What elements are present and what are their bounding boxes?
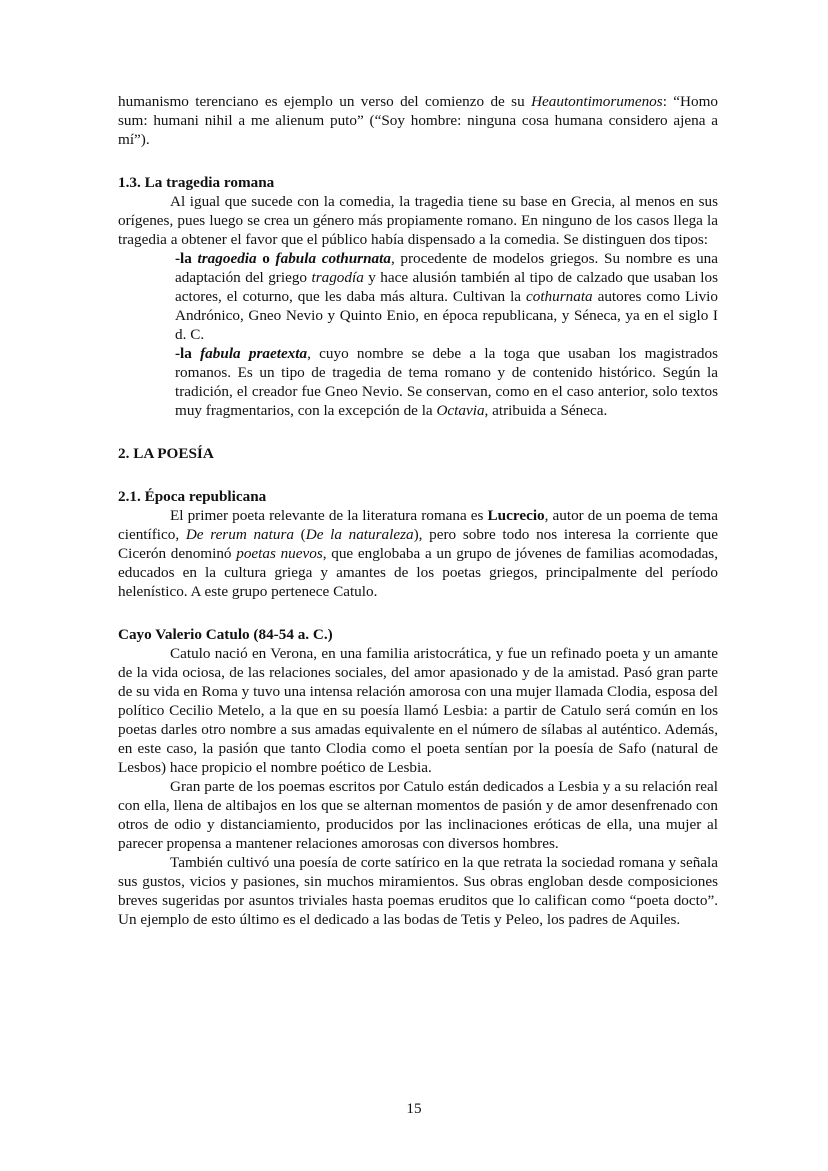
subsection-heading-republicana: 2.1. Época republicana bbox=[118, 488, 267, 505]
poesia-paragraph: El primer poeta relevante de la literatura romana es Lucrecio, autor de un poema de tema científico, De rerum natura (De la naturaleza), pero sobre todo nos interesa la corriente que Cicerón denominó poetas nuevos, que englobaba a un grupo de jóvenes de familias acomodadas, educados en la cultura griega y amantes de los poetas griegos, principalmente del período helenístico. A este grupo pertenece Catulo. bbox=[118, 507, 719, 600]
catulo-heading: Cayo Valerio Catulo (84-54 a. C.) bbox=[118, 626, 333, 643]
type-item-praetexta: -la fabula praetexta, cuyo nombre se debe a la toga que usaban los magistrados romanos. Es un tipo de tragedia de tema romano y de contenido histórico. Según la tradición, el creador fue Gneo Nevio. Se conservan, como en el caso anterior, solo textos muy fragmentarios, con la excepción de la Octavia, atribuida a Séneca. bbox=[175, 345, 718, 419]
tragedy-types-list bbox=[175, 249, 718, 420]
tragedia-paragraph: Al igual que sucede con la comedia, la tragedia tiene su base en Grecia, al menos en sus orígenes, pues luego se crea un género más propiamente romano. En ninguno de los casos llega la tragedia a obtener el favor que el público había dispensado a la comedia. Se distinguen dos tipos: bbox=[118, 193, 718, 248]
catulo-paragraph-2: Gran parte de los poemas escritos por Catulo están dedicados a Lesbia y a su relación real con ella, llena de altibajos en los que se alternan momentos de pasión y de amor desenfrenado con otros de odio y distanciamiento, producidos por las inclinaciones eróticas de ella, una mujer al parecer propensa a mantener relaciones amorosas con diversos hombres. bbox=[118, 778, 718, 852]
page-number: 15 bbox=[406, 1100, 422, 1117]
type-item-cothurnata: -la tragoedia o fabula cothurnata, procedente de modelos griegos. Su nombre es una adaptación del griego tragodía y hace alusión también al tipo de calzado que usaban los actores, el coturno, que les daba más altura. Cultivan la cothurnata autores como Livio Andrónico, Gneo Nevio y Quinto Enio, en época republicana, y Séneca, ya en el siglo I d. C. bbox=[175, 250, 719, 343]
catulo-paragraph-3: También cultivó una poesía de corte satírico en la que retrata la sociedad romana y señala sus gustos, vicios y pasiones, sin muchos miramientos. Sus obras engloban desde composiciones breves sugeridas por asuntos triviales hasta poemas eruditos que lo califican como “poeta docto”. Un ejemplo de esto último es el dedicado a las bodas de Tetis y Peleo, los padres de Aquiles. bbox=[118, 854, 718, 928]
catulo-paragraph-1: Catulo nació en Verona, en una familia aristocrática, y fue un refinado poeta y un amante de la vida ociosa, de las relaciones sociales, del amor apasionado y de la amistad. Pasó gran parte de su vida en Roma y tuvo una intensa relación amorosa con una mujer llamada Clodia, esposa del político Cecilio Metelo, a la que en su poesía llamó Lesbia: a partir de Catulo será común en los poetas darles otro nombre a sus amadas equivalente en el número de sílabas al auténtico. Además, en este caso, la pasión que tanto Clodia como el poeta sentían por la poesía de Safo (natural de Lesbos) hace propicio el nombre poético de Lesbia. bbox=[118, 645, 718, 776]
section-heading-poesia: 2. LA POESÍA bbox=[118, 445, 214, 462]
intro-paragraph: humanismo terenciano es ejemplo un verso del comienzo de su Heautontimorumenos: “Homo sum: humani nihil a me alienum puto” (“Soy hombre: ninguna cosa humana considero ajena a mí”). bbox=[118, 93, 719, 148]
section-heading-tragedia: 1.3. La tragedia romana bbox=[118, 174, 275, 191]
